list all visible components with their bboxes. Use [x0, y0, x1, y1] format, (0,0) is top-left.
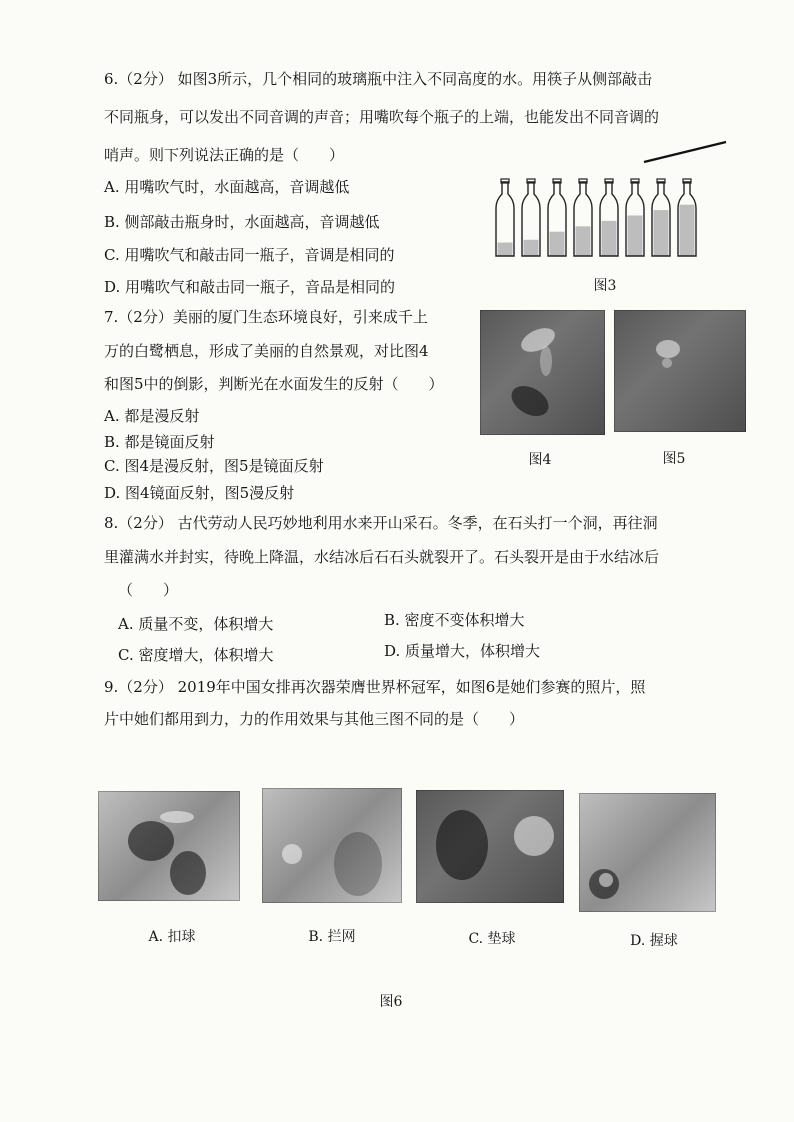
q7-option-c: C. 图4是漫反射，图5是镜面反射 [104, 457, 324, 475]
photo-caption-b: B. 拦网 [308, 929, 356, 945]
q6-option-d: D. 用嘴吹气和敲击同一瓶子，音品是相同的 [104, 278, 396, 296]
q8-stem-line-3: （ ） [118, 581, 179, 599]
figure-5-photo [614, 310, 746, 432]
bottle-5 [600, 179, 618, 256]
volleyball-photo-d [579, 793, 716, 912]
bottle-7 [652, 179, 670, 256]
q9-stem-line-2: 片中她们都用到力，力的作用效果与其他三图不同的是（ ） [104, 710, 525, 728]
q8-option-c: C. 密度增大，体积增大 [118, 646, 274, 664]
q8-option-b: B. 密度不变体积增大 [384, 611, 525, 629]
figure-3-bottles [490, 170, 720, 265]
bottle-water [576, 226, 591, 256]
q6-option-a: A. 用嘴吹气时，水面越高，音调越低 [104, 178, 350, 196]
q9-stem-line-1: 9.（2分） 2019年中国女排再次器荣膺世界杯冠军，如图6是她们参赛的照片，照 [104, 678, 646, 696]
photo-caption-c: C. 垫球 [468, 931, 516, 947]
q8-option-d: D. 质量增大，体积增大 [384, 642, 541, 660]
photo-caption-d: D. 握球 [630, 933, 678, 949]
bottle-3 [548, 179, 566, 256]
figure-4-photo [480, 310, 605, 435]
bottle-1 [496, 179, 514, 256]
q6-stem-line-2: 不同瓶身，可以发出不同音调的声音；用嘴吹每个瓶子的上端，也能发出不同音调的 [104, 108, 660, 126]
volleyball-photo-c [416, 790, 564, 903]
bottle-6 [626, 179, 644, 256]
bottle-water [498, 243, 513, 257]
q7-option-a: A. 都是漫反射 [104, 407, 200, 425]
bottle-2 [522, 179, 540, 256]
bottle-water [602, 221, 617, 256]
q7-stem-line-1: 7.（2分）美丽的厦门生态环境良好，引来成千上 [104, 308, 428, 326]
bottle-water [524, 240, 539, 256]
figure-4-caption: 图4 [528, 452, 552, 468]
volleyball-photo-b [262, 788, 402, 903]
q7-stem-line-2: 万的白鹭栖息，形成了美丽的自然景观，对比图4 [104, 342, 429, 360]
q8-option-a: A. 质量不变，体积增大 [118, 615, 274, 633]
q6-option-b: B. 侧部敲击瓶身时，水面越高，音调越低 [104, 213, 380, 231]
q6-option-c: C. 用嘴吹气和敲击同一瓶子，音调是相同的 [104, 246, 395, 264]
bottle-water [680, 205, 695, 256]
q7-option-b: B. 都是镜面反射 [104, 433, 215, 451]
bottle-8 [678, 179, 696, 256]
bottle-water [654, 210, 669, 256]
q6-stem-line-3: 哨声。则下列说法正确的是（ ） [104, 146, 345, 164]
bottle-water [550, 232, 565, 256]
chopstick-mark [640, 138, 730, 166]
q8-stem-line-2: 里灌满水并封实，待晚上降温，水结冰后石石头就裂开了。石头裂开是由于水结冰后 [104, 548, 660, 566]
q7-option-d: D. 图4镜面反射，图5漫反射 [104, 484, 295, 502]
photo-caption-a: A. 扣球 [148, 929, 196, 945]
figure-6-caption: 图6 [379, 994, 403, 1010]
volleyball-photo-a [98, 791, 240, 901]
q8-stem-line-1: 8.（2分） 古代劳动人民巧妙地利用水来开山采石。冬季，在石头打一个洞，再往洞 [104, 514, 658, 532]
q6-stem-line-1: 6.（2分） 如图3所示，几个相同的玻璃瓶中注入不同高度的水。用筷子从侧部敲击 [104, 70, 653, 88]
bottle-4 [574, 179, 592, 256]
q7-stem-line-3: 和图5中的倒影，判断光在水面发生的反射（ ） [104, 375, 444, 393]
bottle-water [628, 216, 643, 257]
figure-3-caption: 图3 [593, 278, 617, 294]
figure-5-caption: 图5 [662, 451, 686, 467]
